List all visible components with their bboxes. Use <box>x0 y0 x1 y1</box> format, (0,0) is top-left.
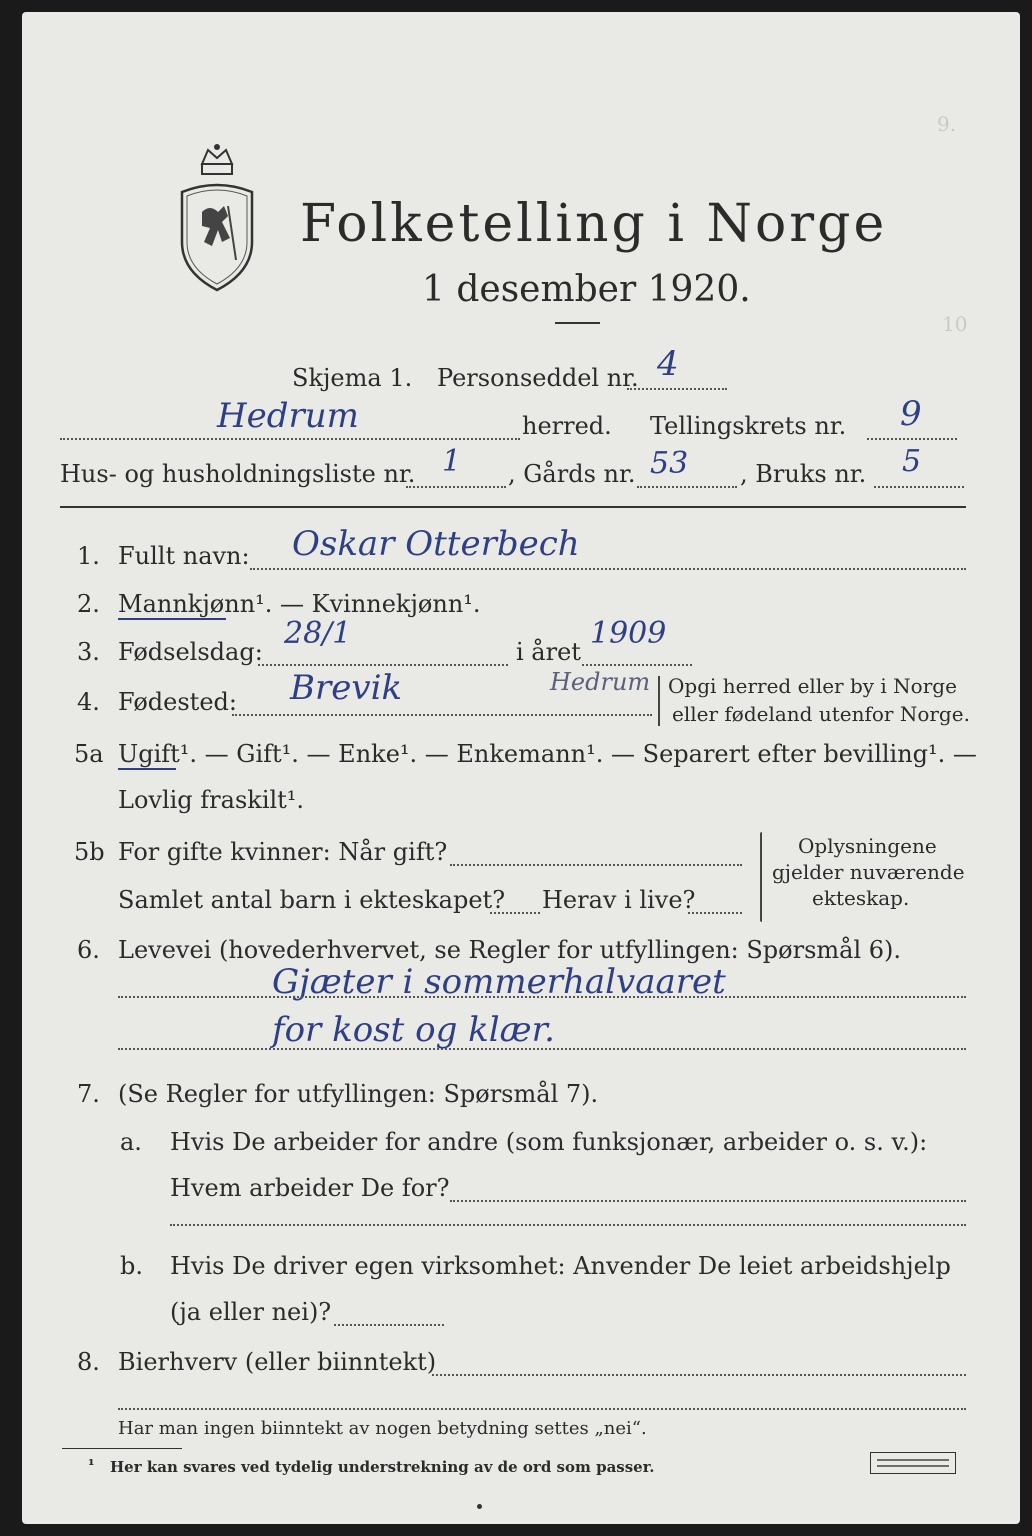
q4-label: Fødested: <box>118 688 237 716</box>
tellingskrets-label: Tellingskrets nr. <box>650 412 847 440</box>
q5a-number: 5a <box>74 740 104 768</box>
form-date: 1 desember 1920. <box>422 269 751 310</box>
tellingskrets-value[interactable]: 9 <box>900 394 922 434</box>
q7-number: 7. <box>77 1080 100 1108</box>
footnote-text: Her kan svares ved tydelig understrekning av de ord som passer. <box>110 1458 655 1476</box>
q2-number: 2. <box>77 590 100 618</box>
q4-value-extra[interactable]: Hedrum <box>550 668 651 696</box>
q7a-line2: Hvem arbeider De for? <box>170 1174 450 1202</box>
q5a-line1: Ugift¹. — Gift¹. — Enke¹. — Enkemann¹. — Separert efter bevilling¹. — <box>118 740 977 768</box>
bleed-through-mark: 9. <box>937 112 957 136</box>
q7a-line-extra <box>170 1224 966 1226</box>
personseddel-value[interactable]: 4 <box>657 344 679 384</box>
q3-day-line <box>258 664 508 666</box>
q1-number: 1. <box>77 542 100 570</box>
q6-value1[interactable]: Gjæter i sommerhalvaaret <box>272 962 726 1002</box>
q3-year-line <box>582 664 692 666</box>
q7b-letter: b. <box>120 1252 143 1280</box>
footnote-mark: ¹ <box>88 1456 95 1474</box>
q8-label: Bierhverv (eller biinntekt) <box>118 1348 437 1376</box>
q6-line1 <box>118 996 966 998</box>
q4-value[interactable]: Brevik <box>290 668 403 708</box>
q7a-letter: a. <box>120 1128 142 1156</box>
form-title: Folketelling i Norge <box>300 194 888 254</box>
q7b-line <box>334 1324 444 1326</box>
q5b-line1: For gifte kvinner: Når gift? <box>118 838 448 866</box>
census-form-sheet <box>22 12 1020 1524</box>
q3-label: Fødselsdag: <box>118 638 263 666</box>
q5b-number: 5b <box>74 838 105 866</box>
paper-speck <box>477 1504 482 1509</box>
q3-day-value[interactable]: 28/1 <box>284 616 352 651</box>
q4-number: 4. <box>77 688 100 716</box>
q4-note-line2: eller fødeland utenfor Norge. <box>672 702 970 726</box>
herred-line <box>60 438 520 440</box>
q7b-line2: (ja eller nei)? <box>170 1298 332 1326</box>
bruks-value[interactable]: 5 <box>902 444 922 479</box>
gards-label: , Gårds nr. <box>508 460 636 488</box>
footnote-rule <box>62 1448 182 1449</box>
q5b-note-brace <box>760 832 762 922</box>
bruks-label: , Bruks nr. <box>740 460 867 488</box>
q2-label: Mannkjønn¹. — Kvinnekjønn¹. <box>118 590 481 618</box>
q5b-note3: ekteskap. <box>812 886 910 910</box>
herred-label: herred. <box>522 412 612 440</box>
q3-year-value[interactable]: 1909 <box>590 616 667 651</box>
q4-note-brace <box>658 676 660 726</box>
q8-number: 8. <box>77 1348 100 1376</box>
norwegian-lion-crest-icon <box>172 142 262 292</box>
q6-label: Levevei (hovederhvervet, se Regler for utfyllingen: Spørsmål 6). <box>118 936 902 964</box>
q8-line <box>432 1374 966 1376</box>
gards-value[interactable]: 53 <box>650 446 689 481</box>
q2-underline-mark <box>118 618 226 620</box>
q1-label: Fullt navn: <box>118 542 250 570</box>
printer-stamp-icon <box>870 1452 956 1474</box>
personseddel-line <box>627 388 727 390</box>
header-separator <box>60 506 966 508</box>
q6-line2 <box>118 1048 966 1050</box>
q5b-children-label: Samlet antal barn i ekteskapet? <box>118 886 506 914</box>
q5a-line2: Lovlig fraskilt¹. <box>118 786 305 814</box>
q8-line-extra <box>118 1408 966 1410</box>
q6-number: 6. <box>77 936 100 964</box>
herred-value[interactable]: Hedrum <box>217 396 359 436</box>
q6-value2[interactable]: for kost og klær. <box>272 1010 555 1050</box>
q3-year-label: i året <box>516 638 581 666</box>
husliste-line <box>406 486 506 488</box>
skjema-label: Skjema 1. <box>292 364 413 392</box>
q7-label: (Se Regler for utfyllingen: Spørsmål 7). <box>118 1080 599 1108</box>
q5b-children-line <box>490 912 540 914</box>
q7a-line1: Hvis De arbeider for andre (som funksjonær, arbeider o. s. v.): <box>170 1128 928 1156</box>
q5b-alive-line <box>688 912 742 914</box>
q5a-underline-mark <box>118 768 176 770</box>
q5b-married-line <box>450 864 742 866</box>
husliste-value[interactable]: 1 <box>442 444 462 479</box>
q4-note-line1: Opgi herred eller by i Norge <box>668 674 957 698</box>
q3-number: 3. <box>77 638 100 666</box>
q1-line <box>250 568 966 570</box>
husliste-label: Hus- og husholdningsliste nr. <box>60 460 416 488</box>
footer-note: Har man ingen biinntekt av nogen betydning settes „nei“. <box>118 1418 647 1439</box>
title-divider <box>555 322 600 324</box>
tellingskrets-line <box>867 438 957 440</box>
bruks-line <box>874 486 964 488</box>
q1-value[interactable]: Oskar Otterbech <box>292 524 580 564</box>
q5b-note1: Oplysningene <box>798 834 937 858</box>
q5b-note2: gjelder nuværende <box>772 860 965 884</box>
gards-line <box>637 486 737 488</box>
personseddel-label: Personseddel nr. <box>437 364 639 392</box>
bleed-through-mark: 10 <box>942 312 968 336</box>
q4-line <box>232 714 652 716</box>
q7b-line1: Hvis De driver egen virksomhet: Anvender De leiet arbeidshjelp <box>170 1252 951 1280</box>
q7a-line <box>450 1200 966 1202</box>
q5b-alive-label: Herav i live? <box>542 886 696 914</box>
